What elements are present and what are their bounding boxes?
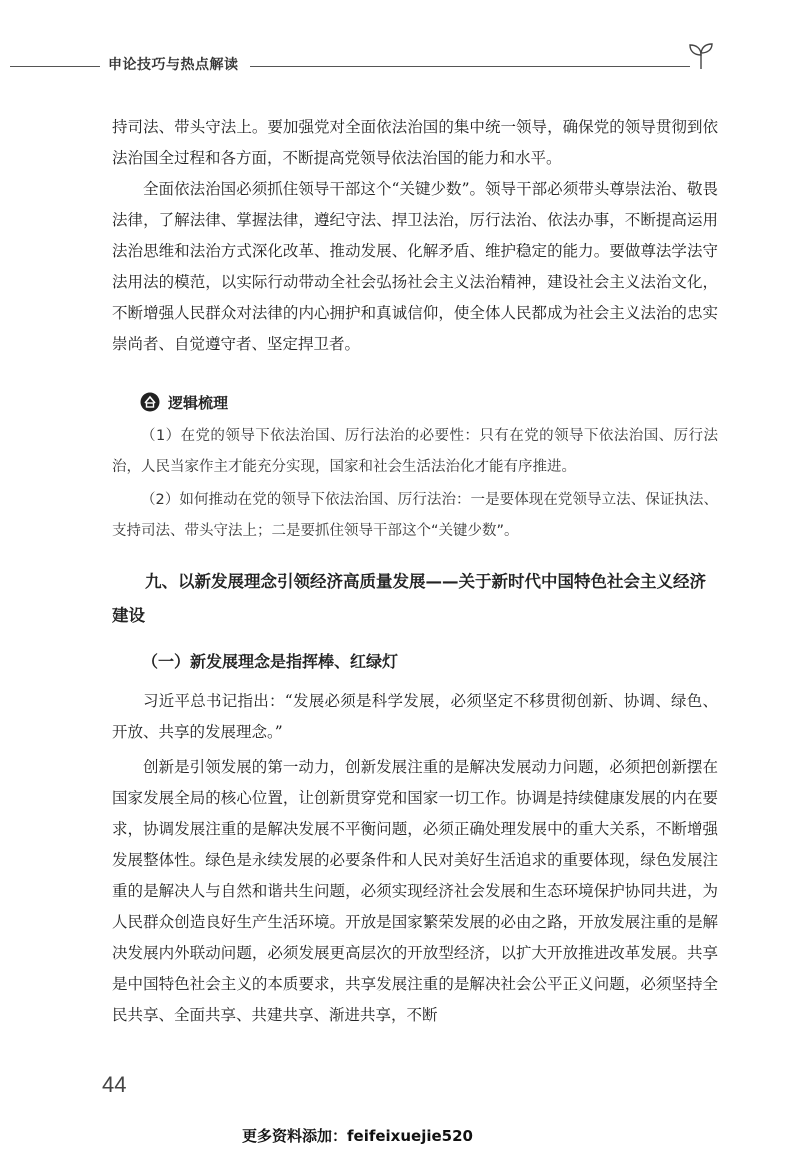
header-rule-left <box>10 66 100 67</box>
paragraph-development-concepts: 创新是引领发展的第一动力，创新发展注重的是解决发展动力问题，必须把创新摆在国家发展全局的核心位置，让创新贯穿党和国家一切工作。协调是持续健康发展的内在要求，协调发展注重的是解决发展不平衡问题，必须正确处理发展中的重大关系，不断增强发展整体性。绿色是永续发展的必要条件和人民对美好生活追求的重要体现，绿色发展注重的是解决人与自然和谐共生问题，必须实现经济社会发展和生态环境保护协同共进，为人民群众创造良好生产生活环境。开放是国家繁荣发展的必由之路，开放发展注重的是解决发展内外联动问题，必须发展更高层次的开放型经济，以扩大开放推进改革发展。共享是中国特色社会主义的本质要求，共享发展注重的是解决社会公平正义问题，必须坚持全民共享、全面共享、共建共享、渐进共享，不断 <box>112 758 718 1024</box>
page-number: 44 <box>102 1072 127 1097</box>
paragraph-quote: 习近平总书记指出：“发展必须是科学发展，必须坚定不移贯彻创新、协调、绿色、开放、共享的发展理念。” <box>112 692 718 741</box>
header-title: 申论技巧与热点解读 <box>108 57 239 73</box>
header-rule-right <box>250 66 690 67</box>
logic-section-label <box>140 389 228 415</box>
logic-badge-icon <box>140 392 160 412</box>
footer-note: 更多资料添加：feifeixuejie520 <box>242 1127 473 1145</box>
logic-item-1: （1）在党的领导下依法治国、厉行法治的必要性：只有在党的领导下依法治国、厉行法治，人民当家作主才能充分实现，国家和社会生活法治化才能有序推进。 <box>112 428 718 475</box>
chapter-heading: 九、以新发展理念引领经济高质量发展——关于新时代中国特色社会主义经济建设 <box>112 572 706 625</box>
logic-title: 逻辑梳理 <box>168 393 229 412</box>
paragraph-leaders: 全面依法治国必须抓住领导干部这个“关键少数”。领导干部必须带头尊崇法治、敬畏法律，了解法律、掌握法律，遵纪守法、捍卫法治，厉行法治、依法办事，不断提高运用法治思维和法治方式深化改革、推动发展、化解矛盾、维护稳定的能力。要做尊法学法守法用法的模范，以实际行动带动全社会弘扬社会主义法治精神，建设社会主义法治文化，不断增强人民群众对法律的内心拥护和真诚信仰，使全体人民都成为社会主义法治的忠实崇尚者、自觉遵守者、坚定捍卫者。 <box>112 180 718 353</box>
sprout-icon <box>688 42 714 70</box>
paragraph-continuation: 持司法、带头守法上。要加强党对全面依法治国的集中统一领导，确保党的领导贯彻到依法治国全过程和各方面，不断提高党领导依法治国的能力和水平。 <box>112 118 718 167</box>
sub-heading: （一）新发展理念是指挥棒、红绿灯 <box>142 652 399 671</box>
page-header <box>0 50 800 74</box>
logic-item-2: （2）如何推动在党的领导下依法治国、厉行法治：一是要体现在党领导立法、保证执法、支持司法、带头守法上；二是要抓住领导干部这个“关键少数”。 <box>112 492 718 539</box>
